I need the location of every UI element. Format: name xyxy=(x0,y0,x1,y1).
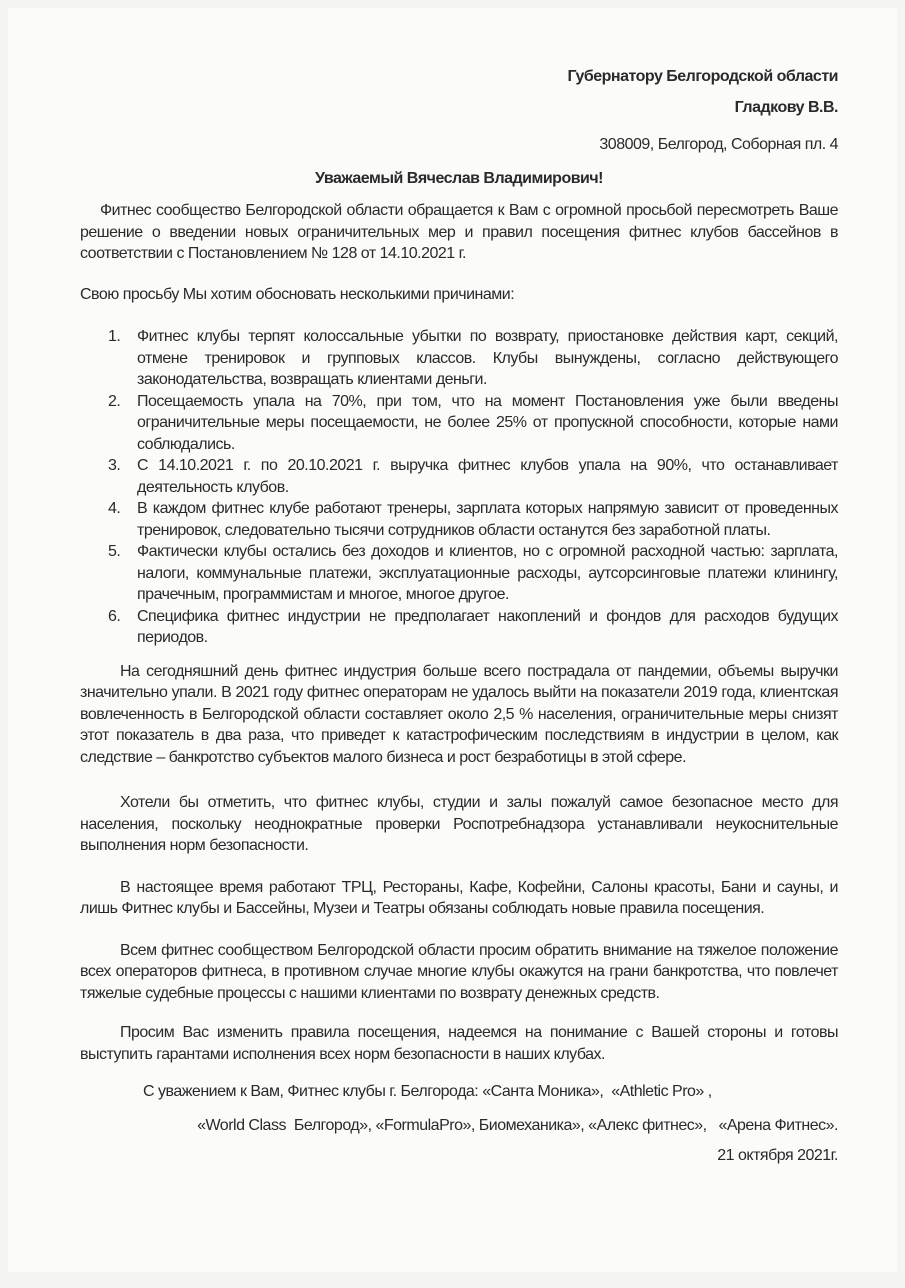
list-text: В каждом фитнес клубе работают тренеры, зарплата которых напрямую зависит от проведенных тренировок, следовательно тысячи сотрудников области останутся без заработной платы. xyxy=(137,500,838,539)
intro-paragraph: Фитнес сообщество Белгородской области обращается к Вам с огромной просьбой пересмотреть Ваше решение о введении новых ограничительных мер и правил посещения фитнес клубов бассейнов в соответствии с Постановлением № 128 от 14.10.2021 г. xyxy=(80,202,838,262)
list-number: 3. xyxy=(108,457,121,474)
list-item xyxy=(108,391,838,456)
body-paragraph: В настоящее время работают ТРЦ, Рестораны, Кафе, Кофейни, Салоны красоты, Бани и сауны, и лишь Фитнес клубы и Бассейны, Музеи и Театры обязаны соблюдать новые правила посещения. xyxy=(80,878,838,917)
salutation: Уважаемый Вячеслав Владимирович! xyxy=(315,169,603,187)
body-paragraph: На сегодняшний день фитнес индустрия больше всего пострадала от пандемии, объемы выручки значительно упали. В 2021 году фитнес операторам не удалось выйти на показатели 2019 года, клиентская вовлеченность в Белгородской области составляет около 2,5 % населения, ограничительные меры снизят этот показатель в два раза, что приведет к катастрофическим последствиям в индустрии в целом, как следствие – банкротство субъектов малого бизнеса и рост безработицы в этой сфере. xyxy=(80,662,838,766)
list-number: 1. xyxy=(108,328,121,345)
closing-line: С уважением к Вам, Фитнес клубы г. Белгорода: «Санта Моника», «Athletic Pro» , xyxy=(143,1083,712,1100)
body-paragraph: Просим Вас изменить правила посещения, надеемся на понимание с Вашей стороны и готовы выступить гарантами исполнения всех норм безопасности в наших клубах. xyxy=(80,1024,838,1063)
list-item xyxy=(108,498,838,541)
recipient-title: Губернатору Белгородской области xyxy=(567,68,838,85)
list-item xyxy=(108,541,838,606)
body-paragraph: Всем фитнес сообществом Белгородской области просим обратить внимание на тяжелое положение всех операторов фитнеса, в противном случае многие клубы окажутся на грани банкротства, что повлечет тяжелые судебные процессы с нашими клиентами по возврату денежных средств. xyxy=(80,941,838,1002)
body-paragraph: Хотели бы отметить, что фитнес клубы, студии и залы пожалуй самое безопасное место для населения, поскольку неоднократные проверки Роспотребнадзора устанавливали неукоснительные выполнения норм безопасности. xyxy=(80,794,838,854)
list-number: 2. xyxy=(108,392,121,410)
list-item xyxy=(108,606,838,649)
recipient-name: Гладкову В.В. xyxy=(734,98,838,116)
recipient-address: 308009, Белгород, Соборная пл. 4 xyxy=(599,136,838,153)
list-text: Фитнес клубы терпят колоссальные убытки по возврату, приостановке действия карт, секций, отмене тренировок и групповых классов. Клубы вынуждены, согласно действующего законодательства, возвращать клиентами деньги. xyxy=(137,328,838,388)
list-item xyxy=(108,326,838,391)
list-number: 4. xyxy=(108,500,121,517)
reasons-lead: Свою просьбу Мы хотим обосновать несколькими причинами: xyxy=(80,285,515,303)
list-number: 5. xyxy=(108,543,121,560)
document-page xyxy=(8,8,897,1272)
list-text: Фактически клубы остались без доходов и клиентов, но с огромной расходной частью: зарплата, налоги, коммунальные платежи, эксплуатационные расходы, аутсорсинговые платежи клинингу, прачечным, программистам и многое, многое другое. xyxy=(137,543,838,603)
list-text: Специфика фитнес индустрии не предполагает накоплений и фондов для расходов будущих периодов. xyxy=(137,607,838,646)
list-item xyxy=(108,455,838,498)
list-text: Посещаемость упала на 70%, при том, что на момент Постановления уже были введены ограничительные меры посещаемости, не более 25% от пропускной способности, которые нами соблюдались. xyxy=(137,392,838,453)
list-number: 6. xyxy=(108,607,121,625)
letter-date: 21 октября 2021г. xyxy=(717,1147,838,1164)
list-text: С 14.10.2021 г. по 20.10.2021 г. выручка фитнес клубов упала на 90%, что останавливает деятельность клубов. xyxy=(137,457,838,496)
clubs-list: «World Class Белгород», «FormulaPro», Биомеханика», «Алекс фитнес», «Арена Фитнес». xyxy=(197,1116,838,1134)
